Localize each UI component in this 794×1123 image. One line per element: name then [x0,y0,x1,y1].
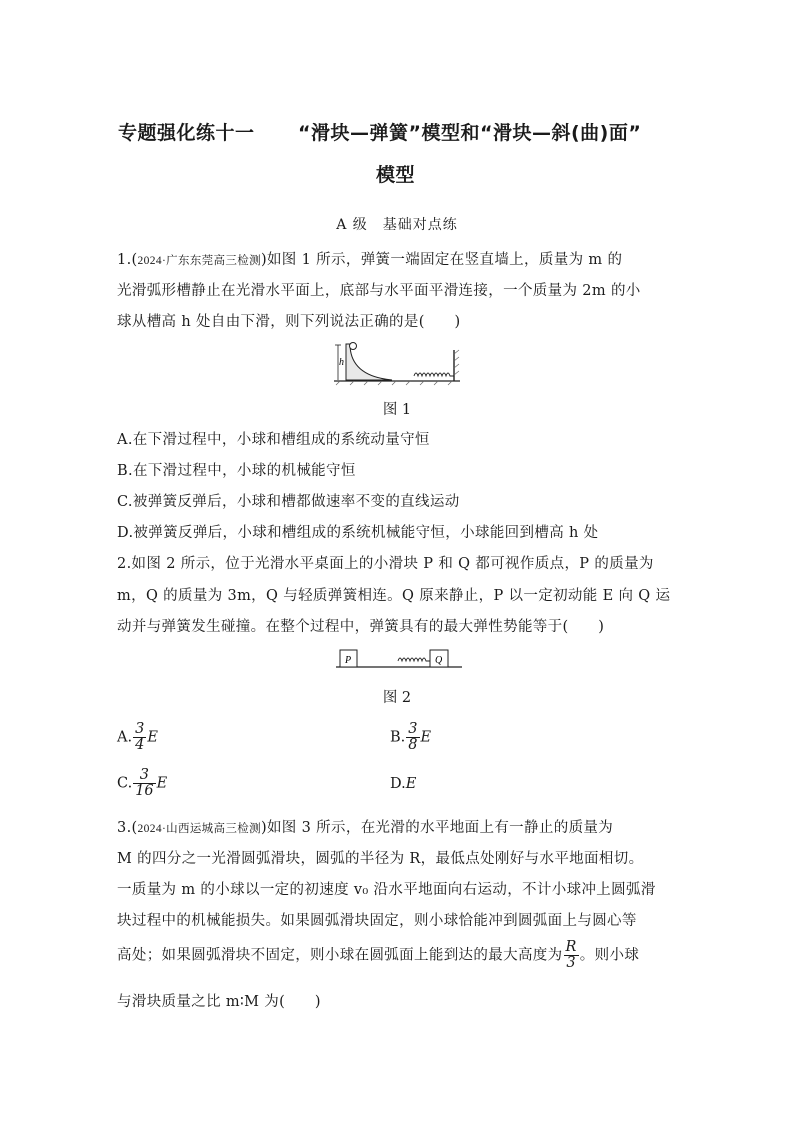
q3-line5: 高处；如果圆弧滑块不固定，则小球在圆弧面上能到达的最大高度为 $\frac{R}{3}$ 。则小球 [117,939,640,972]
small-ball [350,343,357,350]
block-q-label: Q [435,655,443,666]
block-p-label: P [345,655,352,666]
q1-option-d: D.被弹簧反弹后，小球和槽组成的系统机械能守恒，小球能回到槽高 h 处 [117,525,599,541]
q3-line6: 与滑块质量之比 m∶M 为( ) [117,994,321,1010]
fraction-r-over-3: $\frac{R}{3}$ [565,939,577,972]
q2-option-b: B. $\frac{3}{8}$ E [390,721,432,754]
q2-line2: m，Q 的质量为 3m，Q 与轻质弹簧相连。Q 原来静止，P 以一定初动能 E 向 Q 运 [117,588,671,604]
q3-line1 [117,816,613,837]
q3-line3: 一质量为 m 的小球以一定的初速度 v₀ 沿水平地面向右运动，不计小球冲上圆弧滑 [117,882,656,898]
figure-1 [330,340,462,386]
spring [414,373,454,376]
height-label: h [339,357,344,368]
fraction: $\frac{3}{4}$ [135,721,145,754]
title-part3: 模型 [376,164,416,186]
title-part2: “滑块—弹簧”模型和“滑块—斜(曲)面” [298,122,642,144]
section-heading: A 级 基础对点练 [336,217,458,233]
fraction: $\frac{3}{8}$ [408,721,418,754]
q3-source: 2024·山西运城高三检测 [137,823,261,835]
figure-2-caption: 图 2 [382,690,412,706]
q1-option-c: C.被弹簧反弹后，小球和槽都做速率不变的直线运动 [117,494,460,510]
q3-line4: 块过程中的机械能损失。如果圆弧滑块固定，则小球恰能冲到圆弧面上与圆心等 [117,913,637,929]
q1-line1-text: )如图 1 所示，弹簧一端固定在竖直墙上，质量为 m 的 [260,252,623,268]
q3-number: 3.( [117,820,138,836]
spring-2 [398,658,430,661]
q1-line3: 球从槽高 h 处自由下滑，则下列说法正确的是( ) [117,314,461,330]
q2-line3: 动并与弹簧发生碰撞。在整个过程中，弹簧具有的最大弹性势能等于( ) [117,619,605,635]
figure-2 [334,646,464,672]
q3-line1-text: )如图 3 所示，在光滑的水平地面上有一静止的质量为 [260,820,614,836]
q2-line1: 2.如图 2 所示，位于光滑水平桌面上的小滑块 P 和 Q 都可视作质点，P 的质量为 [117,556,654,572]
q1-option-b: B.在下滑过程中，小球的机械能守恒 [117,463,356,479]
title-part1: 专题强化练十一 [118,122,255,144]
q1-option-a: A.在下滑过程中，小球和槽组成的系统动量守恒 [117,432,430,448]
q2-option-c: C. $\frac{3}{16}$ E [117,767,168,800]
q2-option-a: A. $\frac{3}{4}$ E [117,721,158,754]
q1-number: 1.( [117,252,138,268]
fraction: $\frac{3}{16}$ [135,767,154,800]
q3-line2: M 的四分之一光滑圆弧滑块，圆弧的半径为 R，最低点处刚好与水平地面相切。 [117,851,644,867]
q2-option-d: D.E [390,776,417,792]
q1-line2: 光滑弧形槽静止在光滑水平面上，底部与水平面平滑连接，一个质量为 2m 的小 [117,283,641,299]
figure-1-caption: 图 1 [382,402,412,418]
ground-hatching [336,381,452,385]
q1-line1 [117,248,622,269]
q1-source: 2024·广东东莞高三检测 [137,255,261,267]
